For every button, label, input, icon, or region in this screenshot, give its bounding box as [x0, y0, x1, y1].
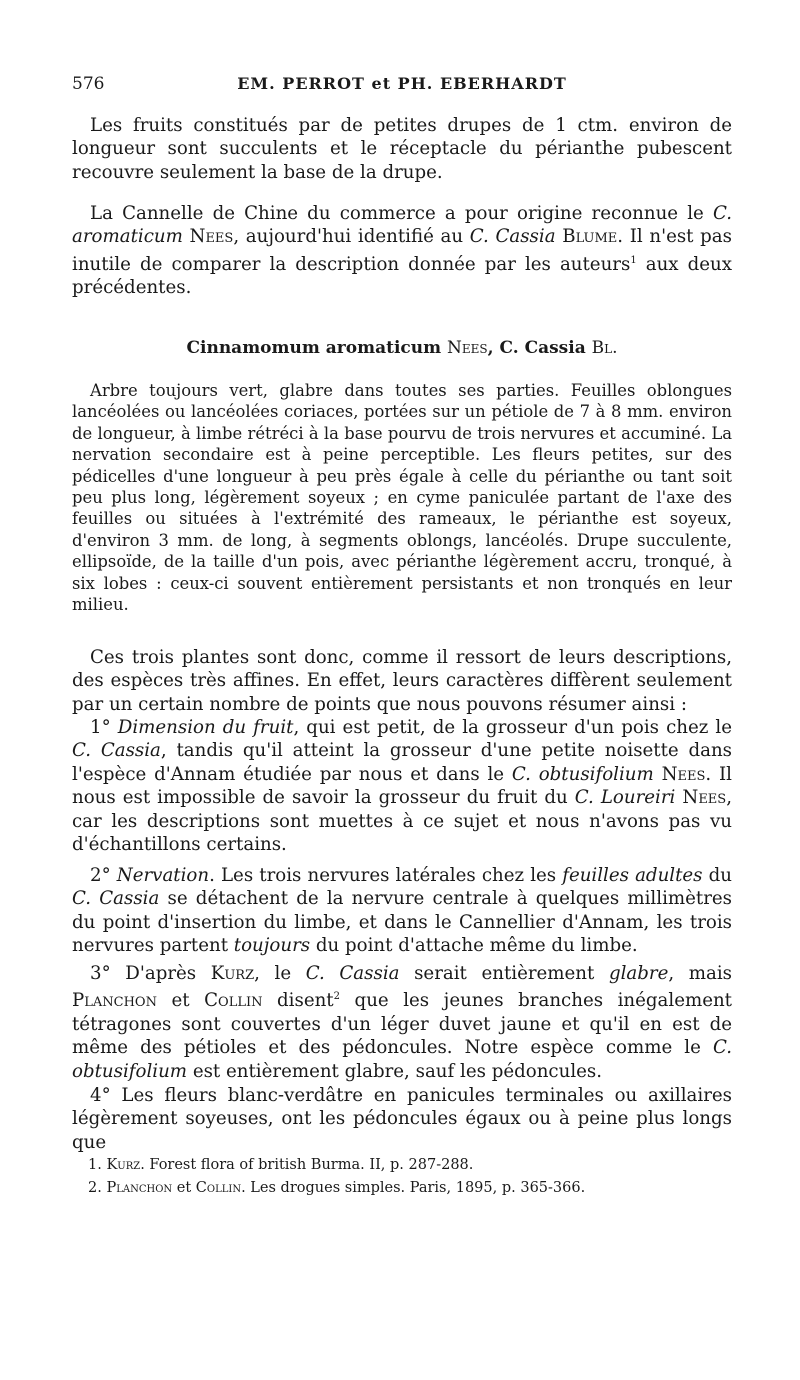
text: que les jeunes branches inégalement tétragones sont couvertes d'un léger duvet jaune et qu'il en est de même des pétioles et des pédoncules. Notre espèce comme le: [72, 990, 732, 1059]
footnote-number: 2.: [88, 1180, 102, 1196]
genus-name: Cinnamomum aromaticum: [186, 338, 442, 358]
author-name: Blume: [562, 226, 618, 248]
species-name: C. Cassia: [72, 888, 160, 910]
text: . Il nous est impossible de savoir la grosseur du fruit du: [72, 763, 732, 809]
text: aux deux précédentes.: [72, 253, 732, 299]
text: serait entièrement: [399, 963, 609, 984]
section-title: [72, 338, 732, 358]
species-name: C. Loureiri: [574, 787, 676, 809]
author-name: Bl.: [591, 338, 618, 358]
description-paragraph: Arbre toujours vert, glabre dans toutes ses parties. Feuilles oblongues lancéolées ou lancéolées coriaces, portées sur un pétiole de 7 à 8 mm. environ de longueur, à limbe rétréci à la base pourvu de trois nervures et accuminé. La nervation secondaire est à peine perceptible. Les fleurs petites, sur des pédicelles d'une longueur à peu près égale à celle du périanthe ou tant soit peu plus long, légèrement soyeux ; en cyme paniculée partant de l'axe des feuilles ou situées à l'extrémité des rameaux, le périanthe est soyeux, d'environ 3 mm. de long, à segments oblongs, lancéolés. Drupe succulente, ellipsoïde, de la taille d'un pois, avec périanthe légèrement accru, tronqué, à six lobes : ceux-ci souvent entièrement persistants et non tronqués en leur milieu.: [72, 381, 732, 615]
synonym-name: C. Cassia: [499, 338, 586, 358]
text: du point d'attache même du limbe.: [310, 935, 638, 957]
author-name: Nees: [661, 763, 706, 785]
text: , aujourd'hui identifié au: [233, 226, 470, 248]
author-name: Planchon: [72, 990, 157, 1012]
species-name: C. Cassia: [72, 740, 161, 762]
footnote-number: 1.: [88, 1157, 102, 1173]
species-name: C. aromaticum: [72, 203, 732, 248]
point-2: [72, 864, 732, 958]
footnote-1: [88, 1157, 728, 1173]
text: D'après: [110, 963, 211, 984]
point-number: 1°: [90, 717, 111, 738]
page-header: [72, 74, 732, 104]
text: et: [172, 1180, 196, 1196]
footnote-ref: 1: [630, 254, 637, 266]
author-name: Kurz: [210, 963, 255, 984]
text: et: [156, 990, 205, 1012]
author-name: Nees: [447, 338, 488, 358]
separator: ,: [487, 338, 500, 358]
species-name: C. Cassia: [469, 226, 556, 248]
intro-paragraph: Les fruits constitués par de petites drupes de 1 ctm. environ de longueur sont succulents et le réceptacle du périanthe pubescent recouvre seulement la base de la drupe.: [72, 115, 732, 183]
footnote-ref: 2: [333, 991, 340, 1003]
italic-text: toujours: [233, 935, 311, 957]
text: . Il n'est pas inutile de comparer la description donnée par les auteurs: [72, 226, 732, 275]
paragraph-cannelle: [72, 202, 732, 300]
author-name: Kurz.: [106, 1157, 145, 1173]
summary-paragraph: Ces trois plantes sont donc, comme il ressort de leurs descriptions, des espèces très affines. En effet, leurs caractères diffèrent seulement par un certain nombre de points que nous pouvons résumer ainsi :: [72, 647, 732, 715]
text: se détachent de la nervure centrale à quelques millimètres du point d'insertion du limbe, et dans le Cannellier d'Annam, les trois nervures partent: [72, 888, 732, 957]
author-name: Planchon: [106, 1180, 173, 1196]
text: , le: [254, 963, 306, 984]
point-number: 2°: [90, 865, 111, 886]
point-4: 4° Les fleurs blanc-verdâtre en panicules terminales ou axillaires légèrement soyeuses, ont les pédoncules égaux ou à peine plus longs que: [72, 1085, 732, 1153]
italic-text: feuilles adultes: [562, 865, 703, 886]
author-name: Collin: [204, 990, 263, 1012]
text: , car les descriptions sont muettes à ce sujet et nous n'avons pas vu d'échantillons certains.: [72, 787, 733, 856]
italic-text: glabre: [608, 963, 669, 984]
text: , tandis qu'il atteint la grosseur d'une petite noisette dans l'espèce d'Annam étudiée par nous et dans le: [72, 740, 732, 785]
text: . Les trois nervures latérales chez les: [209, 865, 563, 886]
species-name: C. obtusifolium: [511, 763, 654, 785]
point-title: Nervation: [116, 865, 210, 886]
author-name: Collin.: [195, 1180, 246, 1196]
text: est entièrement glabre, sauf les pédoncules.: [187, 1060, 603, 1082]
text: , qui est petit, de la grosseur d'un pois chez le: [293, 717, 732, 738]
running-title: EM. PERROT et PH. EBERHARDT: [237, 74, 567, 93]
text: , mais: [668, 963, 732, 984]
page-number: 576: [72, 74, 105, 94]
point-1: [72, 716, 732, 856]
author-name: Nees: [189, 226, 234, 248]
text: du: [702, 865, 732, 886]
footnote-2: [88, 1180, 728, 1196]
species-name: C. obtusifolium: [72, 1037, 732, 1082]
footnote-text: Les drogues simples. Paris, 1895, p. 365-366.: [245, 1180, 586, 1196]
footnote-text: Forest flora of british Burma. II, p. 287-288.: [144, 1157, 474, 1173]
text: La Cannelle de Chine du commerce a pour origine reconnue le: [90, 203, 713, 224]
text: disent: [262, 990, 334, 1012]
point-3: [72, 962, 732, 1083]
species-name: C. Cassia: [305, 963, 400, 984]
author-name: Nees: [682, 787, 727, 809]
point-title: Dimension du fruit: [117, 717, 294, 738]
point-number: 3°: [90, 963, 111, 984]
